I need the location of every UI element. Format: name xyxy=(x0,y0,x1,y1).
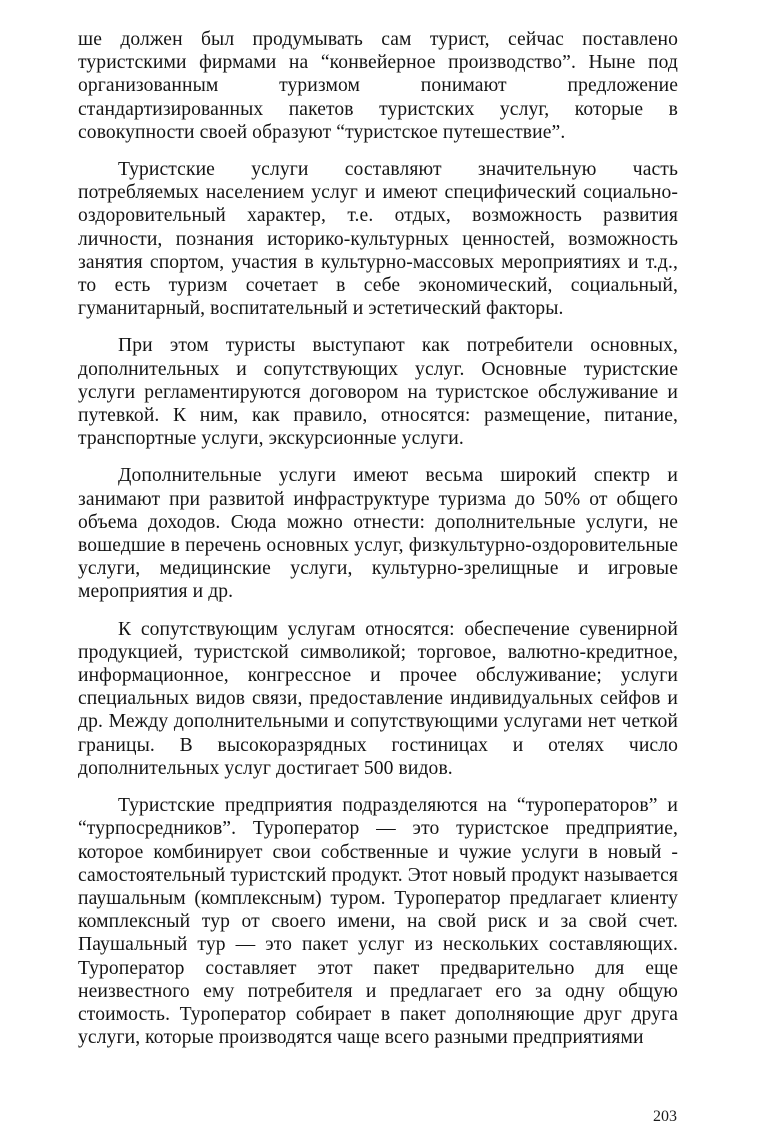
paragraph-tour-operators: Туристские предприятия подразделяются на “туроператоров” и “турпосредников”. Туроператор — это туристское предприятие, которое комбинирует свои собственные и чужие услуги в новый - самостоятельный туристский продукт. Этот новый продукт называется паушальным (комплексным) туром. Туроператор предлагает клиенту комплексный тур от своего имени, на свой риск и за свой счет. Паушальный тур — это пакет услуг из нескольких составляющих. Туроператор составляет этот пакет предварительно для еще неизвестного ему потребителя и предлагает его за одну общую стоимость. Туроператор собирает в пакет дополняющие друг друга услуги, которые производятся чаще всего разными предприятиями xyxy=(78,795,678,1049)
paragraph-additional-services: Дополнительные услуги имеют весьма широкий спектр и занимают при развитой инфраструктуре туризма до 50% от общего объема доходов. Сюда можно отнести: дополнительные услуги, не вошедшие в перечень основных услуг, физкультурно-оздоровительные услуги, медицинские услуги, культурно-зрелищные и игровые мероприятия и др. xyxy=(78,465,678,603)
page-number: 203 xyxy=(653,1108,677,1125)
paragraph-consumers: При этом туристы выступают как потребители основных, дополнительных и сопутствующих услуг. Основные туристские услуги регламентируются договором на туристское обслуживание и путевкой. К ним, как правило, относятся: размещение, питание, транспортные услуги, экскурсионные услуги. xyxy=(78,335,678,450)
paragraph-accompanying-services: К сопутствующим услугам относятся: обеспечение сувенирной продукцией, туристской символикой; торговое, валютно-кредитное, информационное, конгрессное и прочее обслуживание; услуги специальных видов связи, предоставление индивидуальных сейфов и др. Между дополнительными и сопутствующими услугами нет четкой границы. В высокоразрядных гостиницах и отелях число дополнительных услуг достигает 500 видов. xyxy=(78,618,678,779)
paragraph-tourist-services: Туристские услуги составляют значительную часть потребляемых населением услуг и имеют специфический социально-оздоровительный характер, т.е. отдых, возможность развития личности, познания историко-культурных ценностей, возможность занятия спортом, участия в культурно-массовых мероприятиях и т.д., то есть туризм сочетает в себе экономический, социальный, гуманитарный, воспитательный и эстетический факторы. xyxy=(78,159,678,320)
paragraph-continuation: ше должен был продумывать сам турист, сейчас поставлено туристскими фирмами на “конвейерное производство”. Ныне под организованным туризмом понимают предложение стандартизированных пакетов туристских услуг, которые в совокупности своей образуют “туристское путешествие”. xyxy=(78,29,678,143)
page-body xyxy=(78,28,678,1049)
